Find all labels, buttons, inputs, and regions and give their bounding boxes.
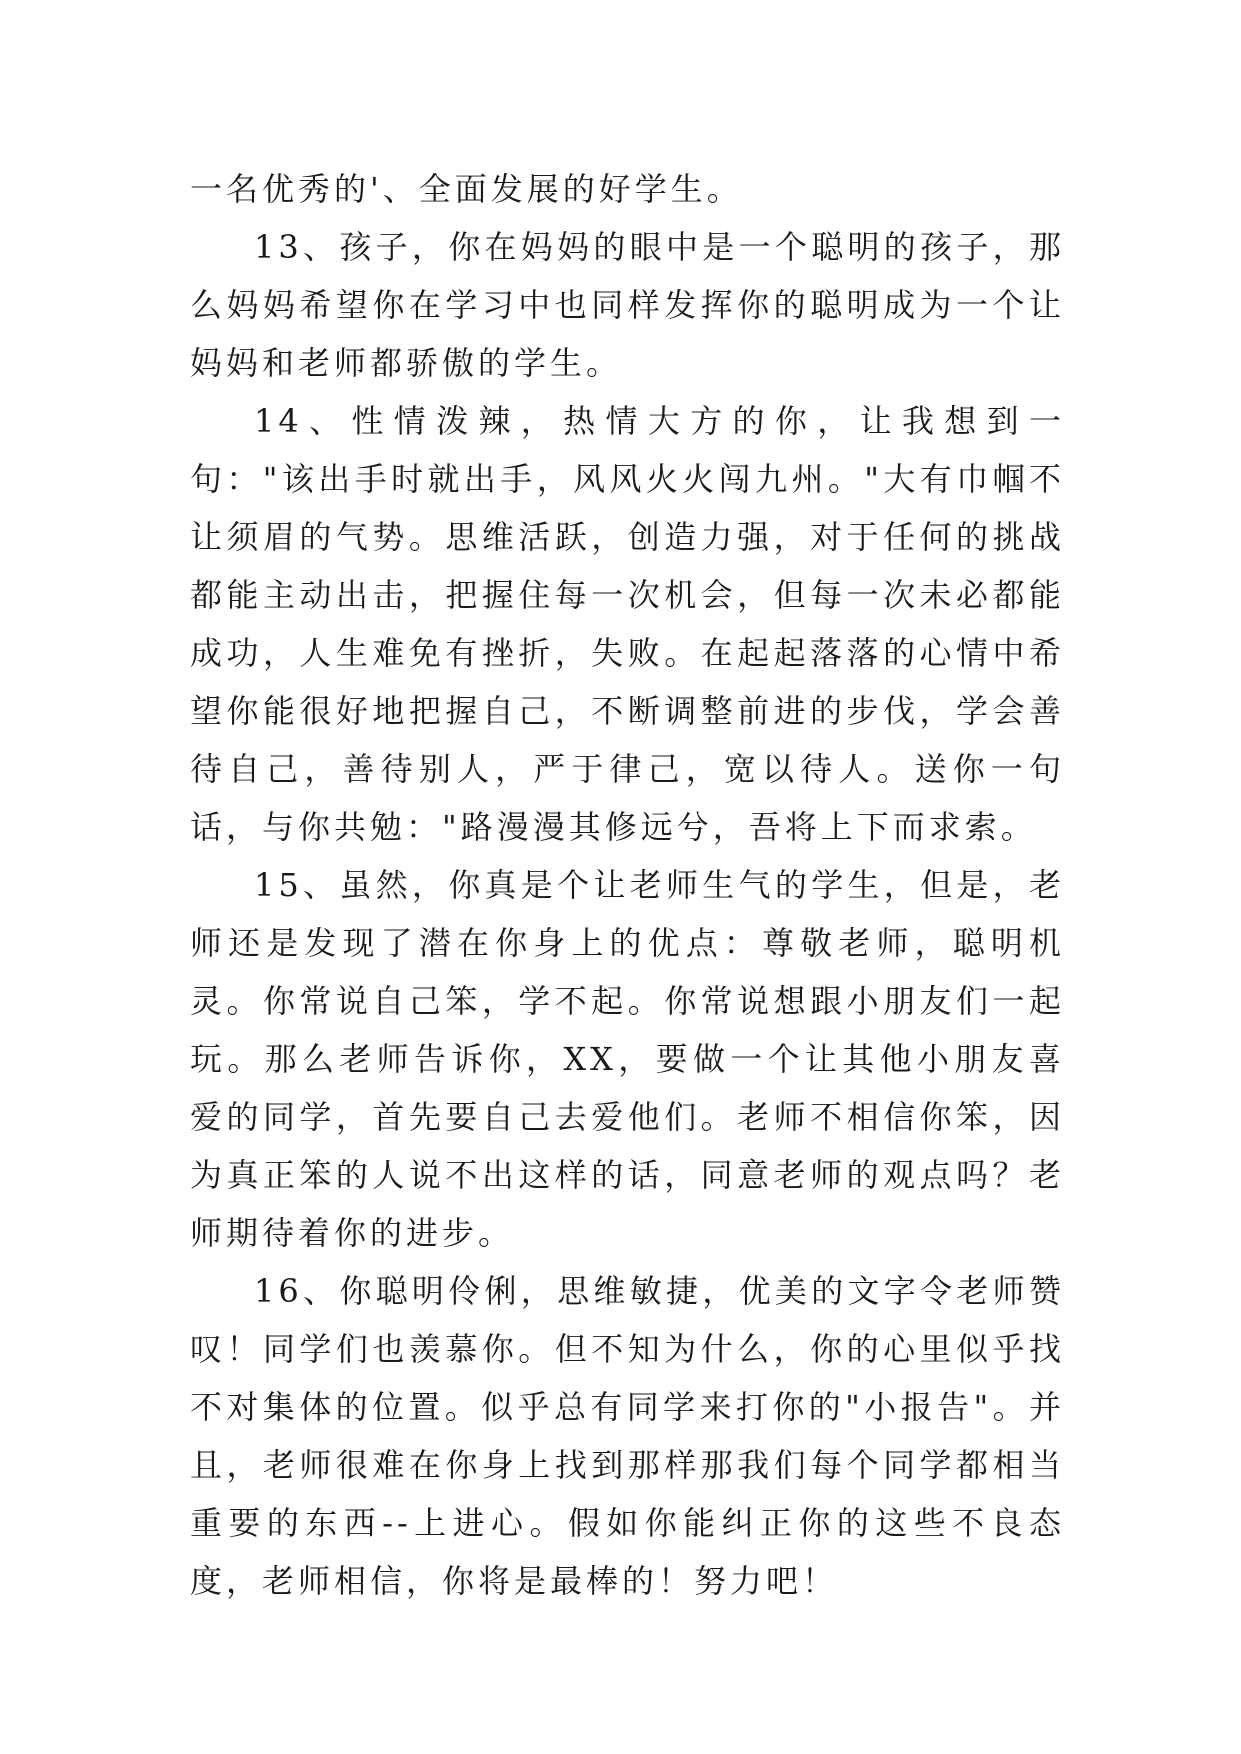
paragraph-14: 14、性情泼辣，热情大方的你，让我想到一句："该出手时就出手，风风火火闯九州。"大有巾帼不让须眉的气势。思维活跃，创造力强，对于任何的挑战都能主动出击，把握住每一次机会，但每一次未必都能成功，人生难免有挫折，失败。在起起落落的心情中希望你能很好地把握自己，不断调整前进的步伐，学会善待自己，善待别人，严于律己，宽以待人。送你一句话，与你共勉："路漫漫其修远兮，吾将上下而求索。	[190, 402, 1065, 846]
paragraph-12-continuation: 一名优秀的'、全面发展的好学生。	[190, 170, 743, 208]
document-body	[190, 160, 1065, 1610]
paragraph-13: 13、孩子，你在妈妈的眼中是一个聪明的孩子，那么妈妈希望你在学习中也同样发挥你的聪明成为一个让妈妈和老师都骄傲的学生。	[190, 228, 1065, 382]
paragraph-15: 15、虽然，你真是个让老师生气的学生，但是，老师还是发现了潜在你身上的优点：尊敬老师，聪明机灵。你常说自己笨，学不起。你常说想跟小朋友们一起玩。那么老师告诉你，XX，要做一个让其他小朋友喜爱的同学，首先要自己去爱他们。老师不相信你笨，因为真正笨的人说不出这样的话，同意老师的观点吗？老师期待着你的进步。	[190, 866, 1065, 1252]
paragraph-16: 16、你聪明伶俐，思维敏捷，优美的文字令老师赞叹！同学们也羡慕你。但不知为什么，你的心里似乎找不对集体的位置。似乎总有同学来打你的"小报告"。并且，老师很难在你身上找到那样那我们每个同学都相当重要的东西--上进心。假如你能纠正你的这些不良态度，老师相信，你将是最棒的！努力吧！	[190, 1272, 1065, 1600]
